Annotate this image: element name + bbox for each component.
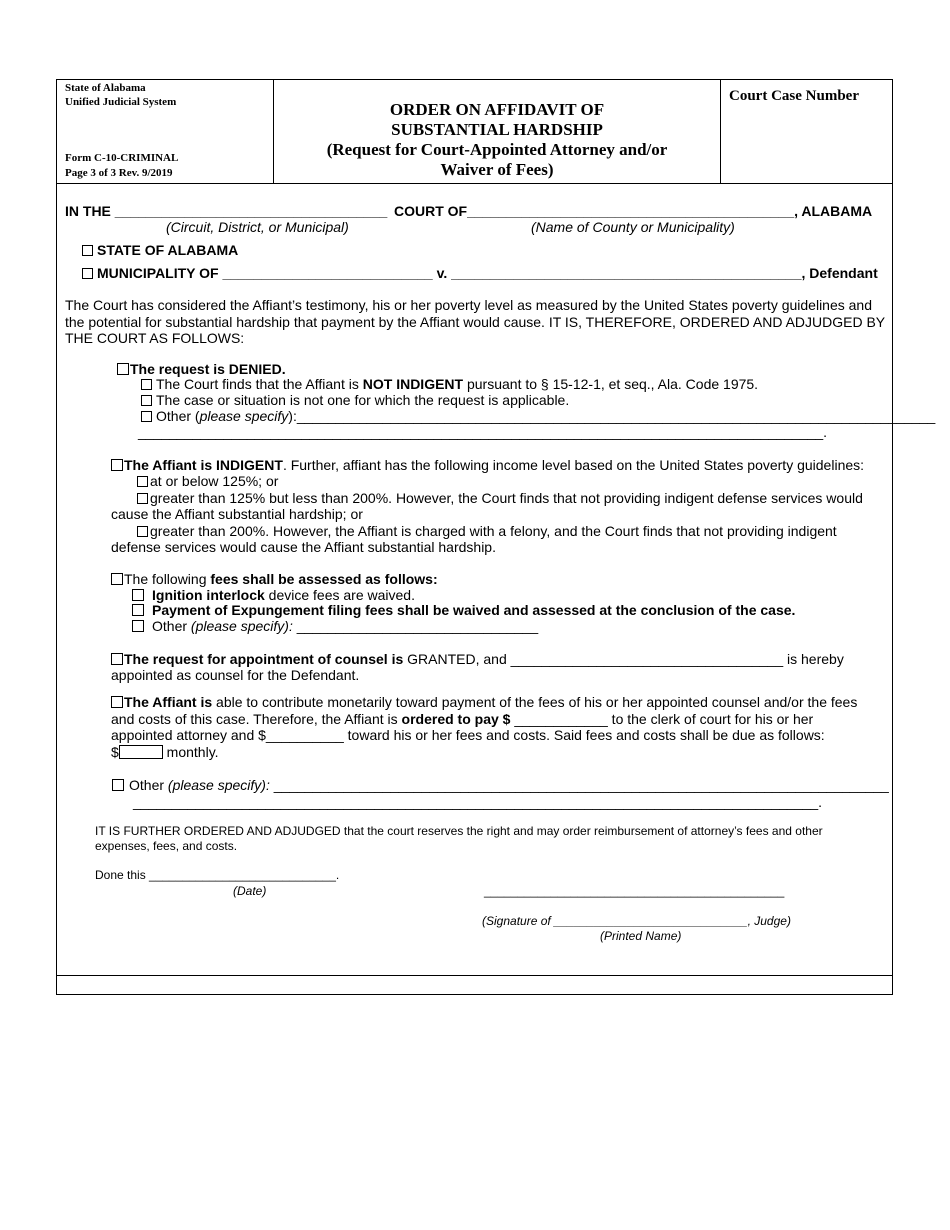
text: _______________________________________________________________________________ (269, 777, 889, 793)
printed-name-hint: (Printed Name) (600, 929, 682, 943)
contribute-option[interactable] (111, 694, 857, 710)
text: The case or situation is not one for which the request is applicable. (156, 392, 570, 408)
above-200-cont: defense services would cause the Affiant substantial hardship. (111, 539, 496, 555)
text: . Further, affiant has the following income level based on the United States poverty guidelines: (282, 457, 865, 473)
ignition-interlock-option[interactable] (132, 587, 415, 603)
contribute-line-3: appointed attorney and $__________ toward his or her fees and costs. Said fees and costs shall be due as follows: (111, 727, 825, 743)
text: (please specify): (167, 777, 270, 793)
signature-line[interactable]: _____________________________________________ (484, 884, 785, 898)
done-this-field[interactable]: Done this ____________________________. (95, 868, 340, 882)
between-125-200-option[interactable] (137, 490, 863, 506)
checkbox[interactable] (132, 620, 144, 632)
text: (please specify): (190, 618, 293, 634)
intro-paragraph: The Court has considered the Affiant’s testimony, his or her poverty level as measured by the United States poverty guidelines and the potential for substantial hardship that payment by the Affiant would cause. IT IS, THEREFORE, ORDERED AND ADJUDGED BY THE COURT AS FOLLOWS: (65, 297, 885, 346)
court-type-hint: (Circuit, District, or Municipal) (166, 219, 349, 235)
text: Ignition interlock (152, 587, 265, 603)
text: please specify (199, 408, 289, 424)
municipality-option[interactable] (82, 265, 878, 281)
text: greater than 200%. However, the Affiant is charged with a felony, and the Court finds that not providing indigent (150, 523, 837, 539)
text: ):__________________________________________________________________________________ (288, 408, 936, 424)
checkbox[interactable] (112, 779, 124, 791)
above-200-option[interactable] (137, 523, 837, 539)
in-the-field[interactable]: IN THE ___________________________________ (65, 203, 388, 219)
contribute-line-4 (111, 744, 219, 760)
monthly-amount-box[interactable] (119, 745, 163, 759)
text: Payment of Expungement filing fees shall be waived and assessed at the conclusion of the case. (152, 602, 796, 618)
text: Other (129, 777, 168, 793)
denied-other-option[interactable] (141, 408, 935, 424)
text: fees shall be assessed as follows: (210, 571, 438, 587)
date-hint: (Date) (233, 884, 267, 898)
other-option[interactable] (112, 777, 889, 793)
checkbox[interactable] (117, 363, 129, 375)
checkbox[interactable] (137, 526, 148, 537)
text: and costs of this case. Therefore, the Affiant is (111, 711, 402, 727)
text: The following (124, 571, 211, 587)
between-125-200-cont: cause the Affiant substantial hardship; or (111, 506, 363, 522)
title-line-1: ORDER ON AFFIDAVIT OF (389, 100, 605, 119)
checkbox[interactable] (82, 245, 93, 256)
case-number-label: Court Case Number (729, 88, 859, 104)
text: ordered to pay $ (401, 711, 511, 727)
bottom-divider (57, 975, 892, 976)
text: able to contribute monetarily toward payment of the fees of his or her appointed counsel and/or the fees (212, 694, 858, 710)
state-label: State of Alabama (65, 82, 146, 94)
text: pursuant to § 15-12-1, et seq., Ala. Code 1975. (463, 376, 759, 392)
other-line-2[interactable]: ________________________________________________________________________________________. (133, 794, 823, 810)
state-of-alabama-option[interactable] (82, 242, 238, 258)
system-label: Unified Judicial System (65, 96, 177, 108)
not-indigent-option[interactable] (141, 376, 758, 392)
checkbox[interactable] (111, 696, 123, 708)
not-applicable-option[interactable] (141, 392, 569, 408)
text: Other (152, 618, 191, 634)
contribute-line-2 (111, 711, 813, 727)
counsel-cont: appointed as counsel for the Defendant. (111, 667, 360, 683)
county-hint: (Name of County or Municipality) (531, 219, 735, 235)
page-revision: Page 3 of 3 Rev. 9/2019 (65, 167, 173, 179)
checkbox[interactable] (137, 493, 148, 504)
state-option-label: STATE OF ALABAMA (97, 242, 239, 258)
fees-option[interactable] (111, 571, 438, 587)
checkbox[interactable] (141, 379, 152, 390)
checkbox[interactable] (132, 589, 144, 601)
checkbox[interactable] (82, 268, 93, 279)
checkbox[interactable] (111, 653, 123, 665)
text: greater than 125% but less than 200%. However, the Court finds that not providing indigent defense services would (150, 490, 863, 506)
form-title (274, 80, 721, 183)
form-header (57, 80, 892, 184)
text: Other ( (156, 408, 200, 424)
text: NOT INDIGENT (362, 376, 464, 392)
text: The Affiant is (124, 694, 213, 710)
further-line-1: IT IS FURTHER ORDERED AND ADJUDGED that the court reserves the right and may order reimbursement of attorney’s fees and other (95, 824, 823, 838)
checkbox[interactable] (111, 573, 123, 585)
judge-signature-field[interactable]: (Signature of _____________________________, Judge) (482, 914, 791, 928)
text: at or below 125%; or (150, 473, 279, 489)
court-of-field[interactable]: COURT OF__________________________________________, ALABAMA (394, 203, 873, 219)
denied-option[interactable] (117, 361, 286, 377)
text: GRANTED, and ___________________________________ is hereby (403, 651, 844, 667)
checkbox[interactable] (111, 459, 123, 471)
denied-other-line[interactable]: ________________________________________________________________________________________. (138, 424, 828, 440)
text: The request for appointment of counsel is (124, 651, 404, 667)
form-number: Form C-10-CRIMINAL (65, 152, 179, 164)
denied-label: The request is DENIED. (130, 361, 286, 377)
text: $ (111, 744, 119, 760)
fees-other-option[interactable] (132, 618, 538, 634)
expungement-option[interactable] (132, 602, 795, 618)
counsel-option[interactable] (111, 651, 844, 667)
header-left (57, 80, 274, 183)
checkbox[interactable] (141, 411, 152, 422)
text: _______________________________ (292, 618, 539, 634)
checkbox[interactable] (137, 476, 148, 487)
text: monthly. (162, 744, 219, 760)
checkbox[interactable] (132, 604, 144, 616)
indigent-option[interactable] (111, 457, 864, 473)
text: The Affiant is INDIGENT (124, 457, 283, 473)
title-line-4: Waiver of Fees) (440, 160, 554, 179)
text: ____________ to the clerk of court for his or her (510, 711, 814, 727)
further-line-2: expenses, fees, and costs. (95, 839, 238, 853)
municipality-option-label: MUNICIPALITY OF ___________________________ v. _____________________________________________, Defendant (97, 265, 878, 281)
text: device fees are waived. (264, 587, 415, 603)
text: The Court finds that the Affiant is (156, 376, 363, 392)
checkbox[interactable] (141, 395, 152, 406)
title-line-2: SUBSTANTIAL HARDSHIP (391, 120, 603, 139)
below-125-option[interactable] (137, 473, 278, 489)
title-line-3: (Request for Court-Appointed Attorney and/or (326, 140, 668, 159)
case-number-box[interactable] (721, 80, 892, 183)
